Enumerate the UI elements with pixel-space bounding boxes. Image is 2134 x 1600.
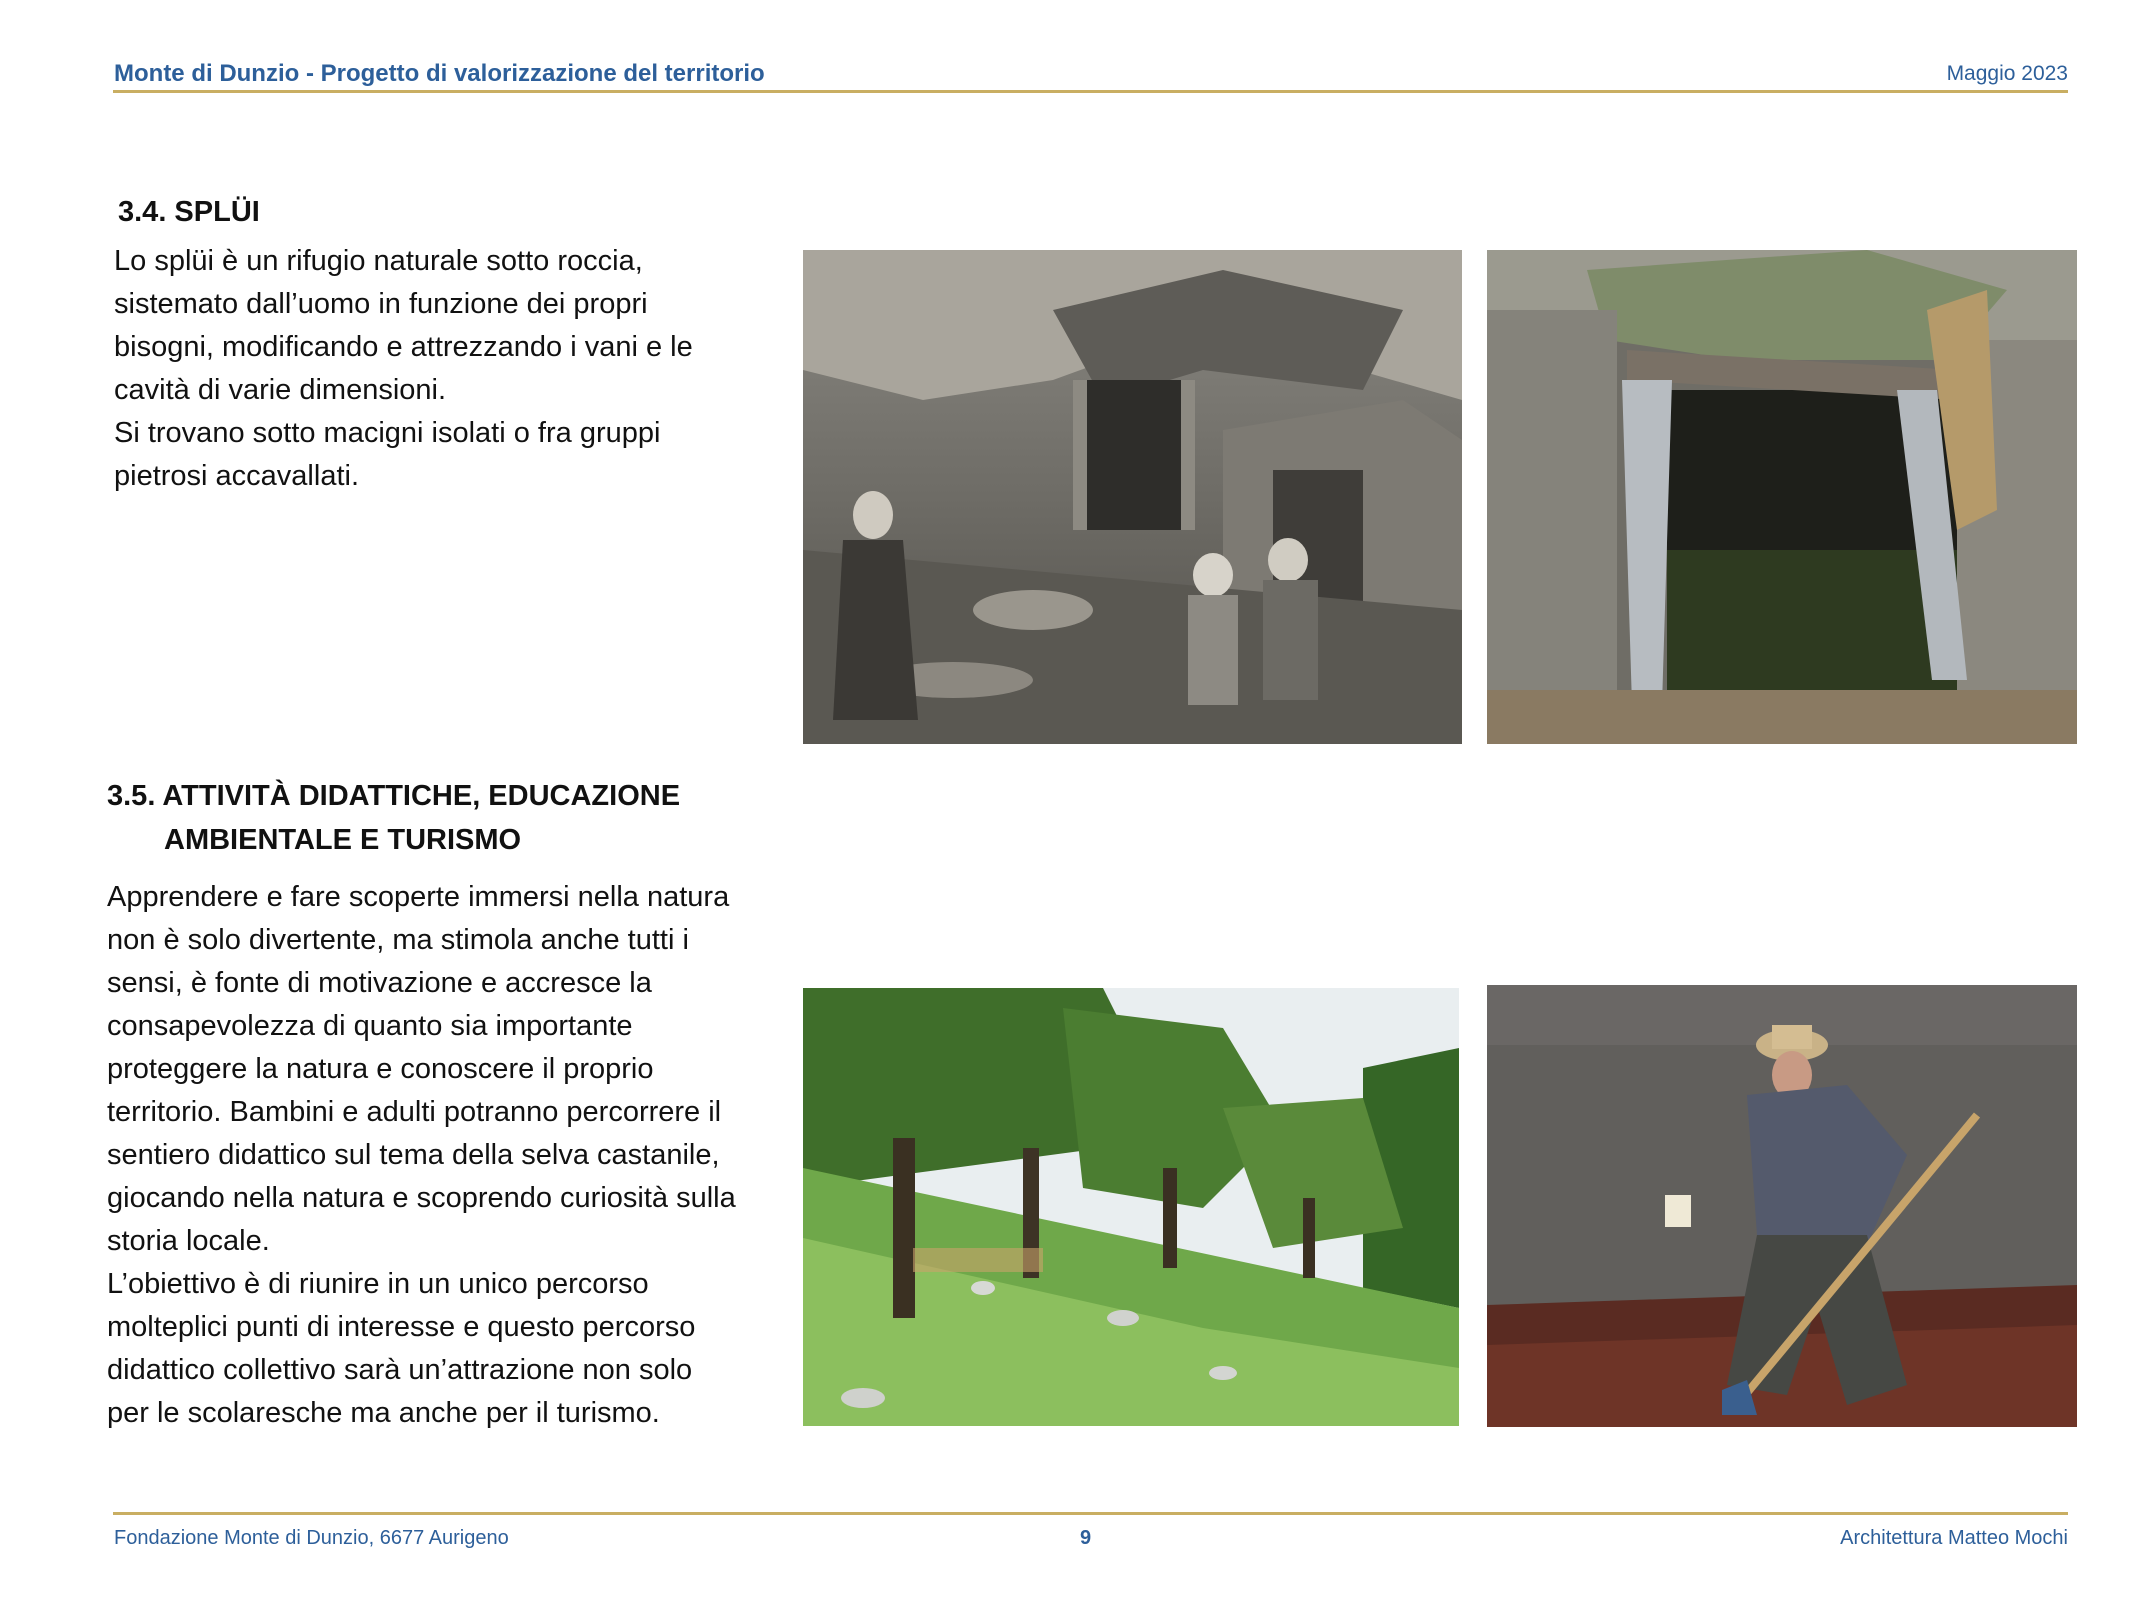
section-35-line: proteggere la natura e conoscere il proprio bbox=[107, 1053, 654, 1085]
section-35-line: storia locale. bbox=[107, 1225, 270, 1257]
section-35-line: Apprendere e fare scoperte immersi nella natura bbox=[107, 881, 730, 913]
photo-splui-entrance bbox=[1487, 250, 2077, 744]
section-35-line: non è solo divertente, ma stimola anche tutti i bbox=[107, 924, 689, 956]
section-35-heading bbox=[107, 774, 680, 862]
photo-chestnut-drying bbox=[1487, 985, 2077, 1427]
section-34-line: bisogni, modificando e attrezzando i vani e le bbox=[114, 331, 693, 363]
section-35-line: molteplici punti di interesse e questo percorso bbox=[107, 1311, 696, 1343]
section-35-heading-line: 3.5. ATTIVITÀ DIDATTICHE, EDUCAZIONE bbox=[107, 780, 681, 812]
section-35-line: territorio. Bambini e adulti potranno percorrere il bbox=[107, 1096, 722, 1128]
footer-author: Architettura Matteo Mochi bbox=[1840, 1527, 2068, 1549]
footer-rule bbox=[113, 1512, 2068, 1515]
page-number: 9 bbox=[1080, 1527, 1092, 1549]
section-35-line: consapevolezza di quanto sia importante bbox=[107, 1010, 633, 1042]
section-35-line: didattico collettivo sarà un’attrazione non solo bbox=[107, 1354, 693, 1386]
section-35-heading-line: AMBIENTALE E TURISMO bbox=[164, 824, 522, 856]
section-34-line: cavità di varie dimensioni. bbox=[114, 374, 447, 406]
section-35-body bbox=[107, 876, 767, 1435]
section-35-line: giocando nella natura e scoprendo curiosità sulla bbox=[107, 1182, 736, 1214]
section-34-line: pietrosi accavallati. bbox=[114, 460, 359, 492]
photo-historic-splui bbox=[803, 250, 1462, 744]
section-34-body bbox=[114, 240, 754, 498]
footer-organization: Fondazione Monte di Dunzio, 6677 Aurigeno bbox=[114, 1527, 509, 1549]
section-34-line: sistemato dall’uomo in funzione dei propri bbox=[114, 288, 648, 320]
section-34-line: Si trovano sotto macigni isolati o fra gruppi bbox=[114, 417, 661, 449]
header-date: Maggio 2023 bbox=[1946, 62, 2068, 85]
section-35-line: L’obiettivo è di riunire in un unico percorso bbox=[107, 1268, 649, 1300]
section-35-line: sentiero didattico sul tema della selva castanile, bbox=[107, 1139, 720, 1171]
section-35-line: sensi, è fonte di motivazione e accresce la bbox=[107, 967, 652, 999]
photo-chestnut-grove bbox=[803, 988, 1459, 1426]
section-34-line: Lo splüi è un rifugio naturale sotto roccia, bbox=[114, 245, 643, 277]
section-35-line: per le scolaresche ma anche per il turismo. bbox=[107, 1397, 660, 1429]
header-rule bbox=[113, 90, 2068, 93]
section-34-heading: 3.4. SPLÜI bbox=[118, 196, 260, 228]
header-title: Monte di Dunzio - Progetto di valorizzazione del territorio bbox=[114, 60, 765, 87]
